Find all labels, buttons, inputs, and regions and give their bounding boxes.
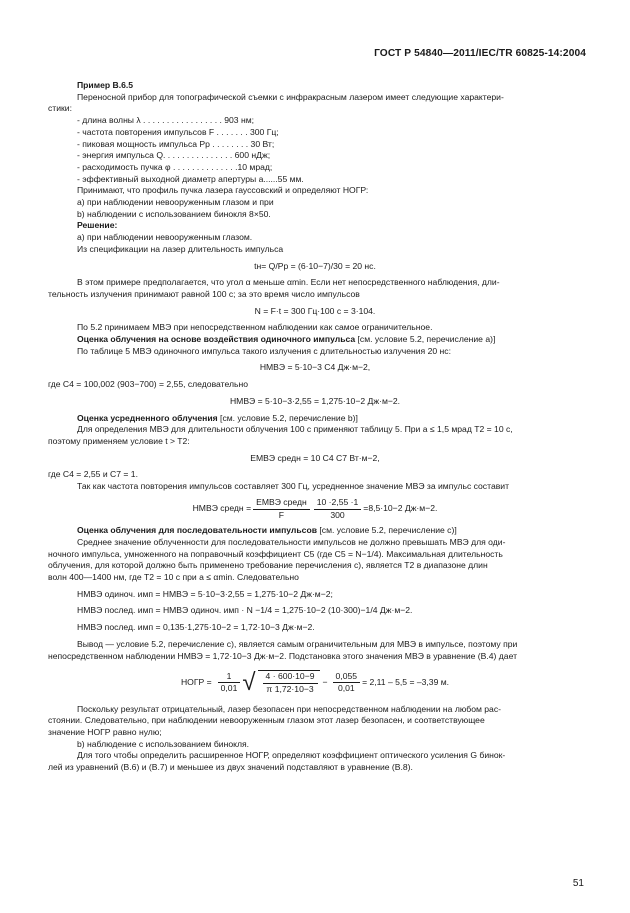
equation: HМВЭ послед. имп = 0,135·1,275·10−2 = 1,72·10−3 Дж·м−2. bbox=[77, 622, 315, 633]
spec-item: - энергия импульса Q. . . . . . . . . . . . . . . 600 нДж; bbox=[77, 150, 271, 161]
fraction bbox=[333, 671, 361, 695]
example-title: Пример В.6.5 bbox=[77, 80, 134, 90]
fraction bbox=[253, 497, 310, 521]
sqrt-sign: √ bbox=[242, 668, 256, 696]
text-line: Поскольку результат отрицательный, лазер безопасен при непосредственном наблюдении на любом рас- bbox=[77, 703, 501, 714]
equation: HМВЭ = 5·10−3 C4 Дж·м−2, bbox=[259, 362, 371, 373]
denominator: F bbox=[278, 509, 285, 520]
text-line: Принимают, что профиль пучка лазера гауссовский и определяют НОГР: bbox=[77, 185, 369, 196]
page-body bbox=[48, 80, 582, 774]
text-line: непосредственном наблюдении HМВЭ = 1,72·10−3 Дж·м−2. Подстановка этого значения МВЭ в уравнение (В.4) дает bbox=[48, 650, 518, 661]
sqrt-body bbox=[258, 670, 320, 695]
eq-lhs: HМВЭ средн = bbox=[192, 503, 252, 514]
equation: HМВЭ = 5·10−3·2,55 = 1,275·10−2 Дж·м−2. bbox=[229, 395, 401, 406]
spec-item: - эффективный выходной диаметр апертуры a......55 мм. bbox=[77, 173, 304, 184]
text-line: Для определения МВЭ для длительности облучения 100 с применяют таблицу 5. При a ≤ 1,5 мрад T2 = 10 с, bbox=[77, 424, 513, 435]
text-line: Вывод — условие 5.2, перечисление с), является самым ограничительным для МВЭ в импульсе, поэтому при bbox=[77, 638, 518, 649]
section-heading bbox=[48, 413, 582, 425]
minus-sign: − bbox=[322, 677, 328, 688]
denominator: 300 bbox=[330, 509, 345, 520]
numerator: EМВЭ средн bbox=[253, 497, 310, 510]
text-line: где C4 = 100,002 (903−700) = 2,55, следовательно bbox=[48, 379, 248, 390]
equation: N = F·t = 300 Гц·100 с = 3·104. bbox=[254, 305, 376, 316]
list-item: а) при наблюдении невооруженным глазом. bbox=[77, 232, 253, 243]
numerator: 1 bbox=[218, 671, 241, 684]
text-line: где C4 = 2,55 и C7 = 1. bbox=[48, 469, 138, 480]
list-item: b) наблюдении с использованием бинокля 8×50. bbox=[77, 208, 271, 219]
text-line: Так как частота повторения импульсов составляет 300 Гц, усредненное значение МВЭ за импульс составит bbox=[77, 481, 510, 492]
section-heading-bold: Оценка усредненного облучения bbox=[77, 412, 218, 423]
text-line: лей из уравнений (В.6) и (В.7) и меньшее из двух значений подставляют в уравнение (В.8). bbox=[48, 762, 413, 773]
eq-rhs: =8,5·10−2 Дж·м−2. bbox=[363, 503, 438, 514]
denominator: 0,01 bbox=[337, 683, 355, 694]
section-heading-ref: [см. условие 5.2, перечисление а)] bbox=[355, 334, 496, 345]
numerator: 0,055 bbox=[333, 671, 361, 684]
text-line: Среднее значение облученности для последовательности импульсов не должно превышать МВЭ для оди- bbox=[77, 536, 506, 547]
text-line: ночного импульса, умноженного на поправочный коэффициент C5 (где C5 = N−1/4). Максимальная длительность bbox=[48, 548, 503, 559]
spec-item: - длина волны λ . . . . . . . . . . . . . . . . . 903 нм; bbox=[77, 115, 255, 126]
fraction bbox=[314, 497, 362, 521]
text-line: волн 400—1400 нм, где T2 = 10 с при a ≤ αmin. Следовательно bbox=[48, 572, 299, 583]
list-item: b) наблюдение с использованием бинокля. bbox=[77, 738, 250, 749]
text-line: поэтому применяем условие t > T2: bbox=[48, 435, 190, 446]
text-line: облучения, для которой должно быть применено требование перечисления с), является T2 в диапазоне длин bbox=[48, 560, 488, 571]
text-line: тельность излучения принимают равной 100 с; за это время число импульсов bbox=[48, 288, 360, 299]
text-line: значение НОГР равно нулю; bbox=[48, 727, 162, 738]
text-line: стоянии. Следовательно, при наблюдении невооруженным глазом этот лазер безопасен, и соответствующее bbox=[48, 715, 485, 726]
fraction bbox=[263, 671, 318, 695]
text-line: стики: bbox=[48, 103, 72, 114]
section-heading-bold: Оценка облучения для последовательности импульсов bbox=[77, 525, 317, 536]
section-heading-bold: Оценка облучения на основе воздействия одиночного импульса bbox=[77, 334, 356, 345]
text-line: По 5.2 принимаем МВЭ при непосредственном наблюдении как самое ограничительное. bbox=[77, 322, 433, 333]
formula-lhs: НОГР = bbox=[180, 677, 212, 688]
text-line: Из спецификации на лазер длительность импульса bbox=[77, 243, 284, 254]
text-line: Переносной прибор для топографической съемки с инфракрасным лазером имеет следующие характери- bbox=[77, 91, 504, 102]
fraction bbox=[218, 671, 241, 695]
denominator: 0,01 bbox=[220, 683, 238, 694]
spec-item: - пиковая мощность импульса Pp . . . . . . . . 30 Вт; bbox=[77, 138, 275, 149]
text-line: По таблице 5 МВЭ одиночного импульса такого излучения с длительностью излучения 20 нс: bbox=[77, 345, 451, 356]
equation-fraction bbox=[48, 497, 582, 521]
numerator: 10 ·2,55 ·1 bbox=[314, 497, 362, 510]
equation: EМВЭ средн = 10 C4 C7 Вт·м−2, bbox=[250, 452, 380, 463]
text-line: Для того чтобы определить расширенное НОГР, определяют коэффициент оптического усиления G бинок- bbox=[77, 750, 506, 761]
formula-rhs: = 2,11 – 5,5 = –3,39 м. bbox=[362, 677, 450, 688]
section-heading-ref: [см. условие 5.2, перечисление b)] bbox=[217, 412, 358, 423]
text-line: В этом примере предполагается, что угол α меньше αmin. Если нет непосредственного наблюдения, дли- bbox=[77, 277, 500, 288]
numerator: 4 · 600·10−9 bbox=[263, 671, 318, 684]
equation: tн= Q/Pp = (6·10−7)/30 = 20 нс. bbox=[254, 260, 376, 271]
section-heading-ref: [см. условие 5.2, перечисление с)] bbox=[317, 525, 457, 536]
solution-heading: Решение: bbox=[77, 220, 118, 231]
list-item: а) при наблюдении невооруженным глазом и при bbox=[77, 197, 274, 208]
equation: HМВЭ послед. имп = HМВЭ одиноч. имп · N −1/4 = 1,275·10−2 (10·300)−1/4 Дж·м−2. bbox=[77, 605, 413, 616]
spec-item: - частота повторения импульсов F . . . . . . . 300 Гц; bbox=[77, 126, 279, 137]
nohd-formula bbox=[48, 670, 582, 695]
standard-header: ГОСТ Р 54840—2011/IEC/TR 60825-14:2004 bbox=[374, 48, 586, 59]
spec-item: - расходимость пучка φ . . . . . . . . . . . . . .10 мрад; bbox=[77, 161, 273, 172]
section-heading bbox=[48, 334, 582, 346]
page-number: 51 bbox=[572, 878, 584, 889]
equation: HМВЭ одиноч. имп = HМВЭ = 5·10−3·2,55 = 1,275·10−2 Дж·м−2; bbox=[77, 588, 333, 599]
denominator: π 1,72·10−3 bbox=[266, 683, 314, 694]
section-heading bbox=[48, 525, 582, 537]
